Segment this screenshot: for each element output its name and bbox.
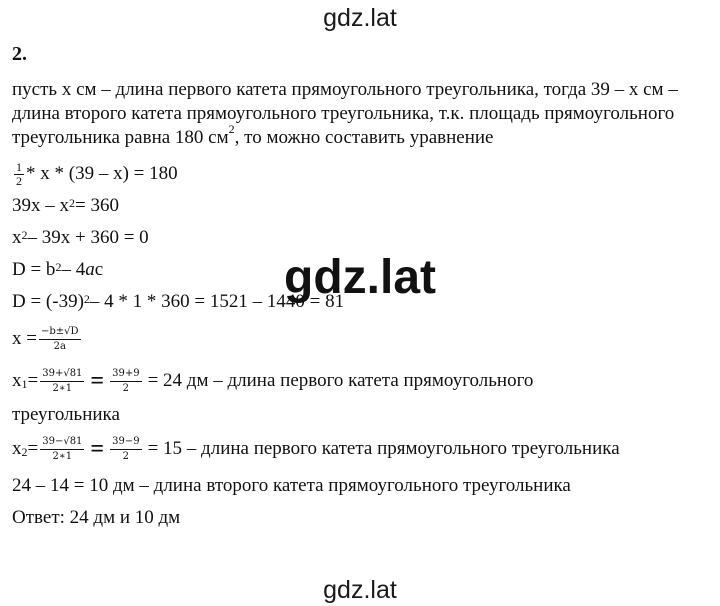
equation-7-fraction-2: [110, 367, 141, 396]
fraction-numerator: −b±√D: [39, 325, 81, 340]
fraction-denominator: 2a: [53, 340, 66, 352]
fraction-denominator: 2: [122, 450, 130, 462]
quadratic-formula-fraction: [39, 325, 81, 354]
equation-2-b: = 360: [75, 195, 119, 216]
watermark-top: gdz.lat: [323, 4, 397, 32]
intro-text-a: пусть х см – длина первого катета прямоугольного треугольника, тогда 39 – х см – длина второго катета прямоугольного треугольника, т.к. площадь прямоугольного треугольника равна 180 см: [12, 79, 678, 148]
equals-sign: =: [90, 368, 105, 394]
equation-7: x $_1$ = $\frac{39+√81}{2∗1}$ = $\frac{39+9}{2}$ = 24 дм – длина первого катета прямоугольного: [12, 367, 534, 394]
equation-8: x $_2$ = $\frac{39-√81}{2∗1}$ = $\frac{39-9}{2}$ = 15 – длина первого катета прямоугольного треугольника: [12, 435, 620, 462]
equation-2: 39х – х $^2$ = 360: [12, 195, 119, 216]
equation-8-eq: =: [27, 438, 39, 459]
equation-8-x: x: [12, 438, 22, 459]
equation-3-a: х: [12, 227, 22, 248]
fraction-numerator: 39−9: [110, 435, 141, 450]
intro-text-b: , то можно составить уравнение: [234, 127, 494, 148]
answer-line: Ответ: 24 дм и 10 дм: [12, 507, 181, 528]
equation-2-a: 39х – х: [12, 195, 69, 216]
fraction-numerator: 39+√81: [40, 367, 84, 382]
equation-9: 24 – 14 = 10 дм – длина второго катета прямоугольного треугольника: [12, 475, 571, 496]
equation-1-rest: * х * (39 – х) = 180: [26, 163, 178, 184]
fraction-denominator: 2∗1: [52, 382, 73, 394]
equation-6: [12, 318, 702, 360]
task-number: 2.: [12, 43, 27, 65]
equation-8-tail: = 15 – длина первого катета прямоугольного треугольника: [147, 438, 620, 459]
equation-3: х $^2$ – 39х + 360 = 0: [12, 227, 149, 248]
watermark-middle: gdz.lat: [284, 251, 436, 304]
intro-sup: 2: [228, 121, 235, 136]
equation-5-b: – 4 * 1 * 360 = 1521 – 1440 = 81: [89, 291, 345, 312]
equation-1: [12, 158, 702, 190]
equation-4-c: c: [94, 259, 104, 280]
fraction-denominator: 2: [122, 382, 130, 394]
equation-3-b: – 39х + 360 = 0: [27, 227, 149, 248]
equals-sign: =: [90, 436, 105, 462]
equation-8-fraction-1: [40, 435, 84, 464]
equation-4-a-italic: a: [85, 259, 95, 280]
equation-7-tail: = 24 дм – длина первого катета прямоугольного: [147, 370, 534, 391]
equation-7-fraction-1: [40, 367, 84, 396]
equation-4-a: D = b: [12, 259, 56, 280]
fraction-numerator: 1: [16, 159, 22, 174]
fraction-denominator: 2∗1: [52, 450, 73, 462]
equation-4-b: – 4: [61, 259, 86, 280]
equation-7-wrap: треугольника: [12, 404, 120, 425]
fraction-numerator: 39−√81: [40, 435, 84, 450]
fraction-denominator: 2: [16, 173, 22, 188]
equation-8-fraction-2: [110, 435, 141, 464]
equation-6-lhs: х =: [12, 328, 37, 349]
intro-paragraph: [12, 78, 702, 150]
watermark-bottom: gdz.lat: [323, 576, 397, 604]
equation-7-x: x: [12, 370, 22, 391]
equation-5: D = (-39) $^2$ – 4 * 1 * 360 = 1521 – 1440 = 81: [12, 291, 345, 312]
fraction-numerator: 39+9: [110, 367, 141, 382]
equation-5-a: D = (-39): [12, 291, 84, 312]
equation-7-eq: =: [27, 370, 39, 391]
fraction-half: [14, 161, 24, 188]
equation-4: D = b $^2$ – 4 a c: [12, 259, 104, 280]
